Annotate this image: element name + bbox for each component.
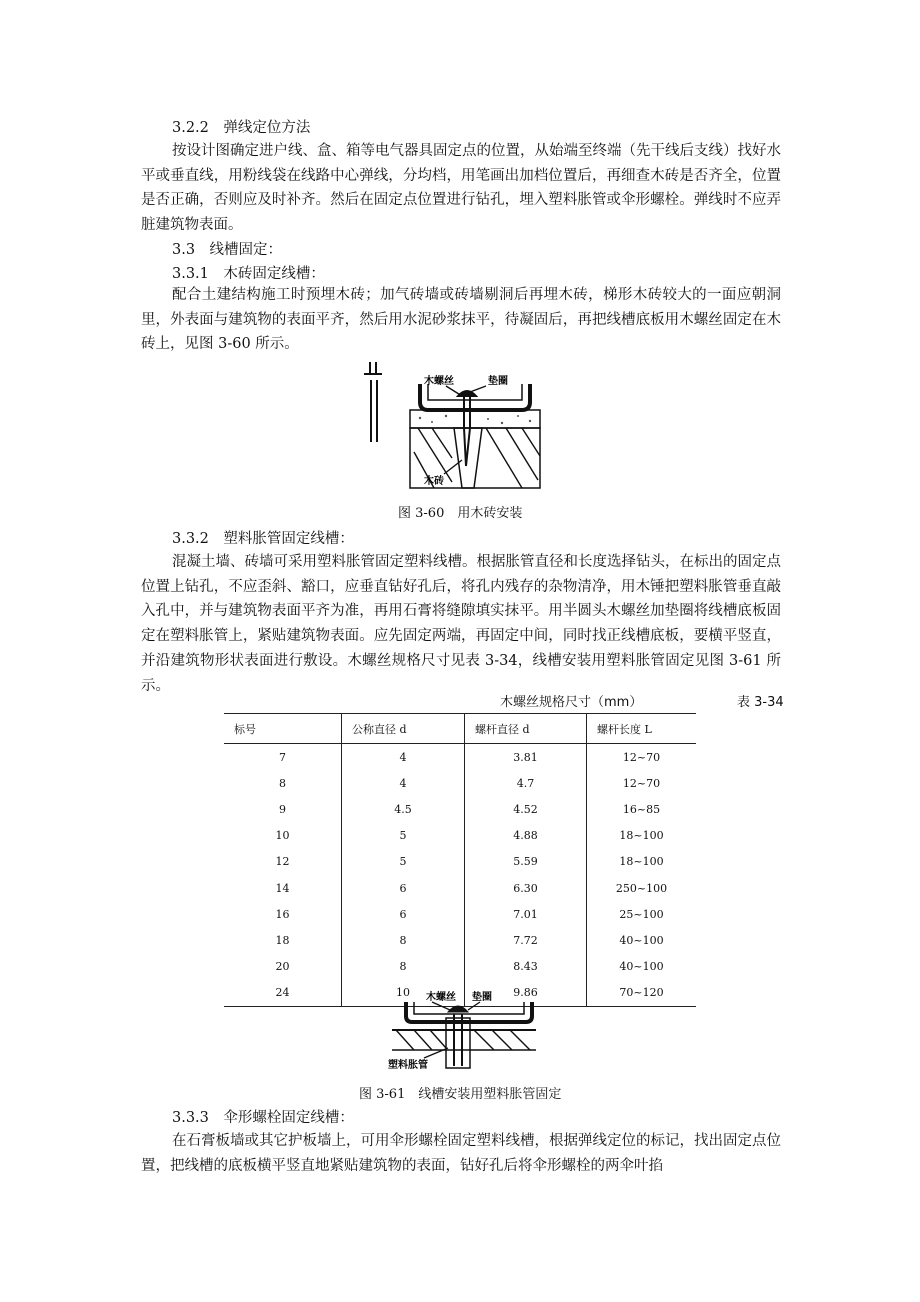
label-washer: 垫圈 <box>472 992 492 1003</box>
table-cell: 6 <box>342 901 465 927</box>
table-cell: 14 <box>275 881 290 895</box>
table-cell: 3.81 <box>465 744 587 771</box>
section-heading-3-3-2: 3.3.2 塑料胀管固定线槽： <box>172 531 354 547</box>
paragraph-3-3-1: 配合土建结构施工时预埋木砖；加气砖墙或砖墙剔洞后再埋木砖，梯形木砖较大的一面应朝洞里，外表面与建筑物的表面平齐，然后用水泥砂浆抹平，待凝固后，再把线槽底板用木螺丝固定在木砖上，见图 3-60 所示。 <box>141 287 781 353</box>
label-plastic-anchor: 塑料胀管 <box>388 1060 428 1071</box>
paragraph-3-3-2: 混凝土墙、砖墙可采用塑料胀管固定塑料线槽。根据胀管直径和长度选择钻头，在标出的固定点位置上钻孔，不应歪斜、豁口，应垂直钻好孔后，将孔内残存的杂物清净，用木锤把塑料胀管垂直敲入孔中，并与建筑物表面平齐为准，再用石膏将缝隙填实抹平。用半圆头木螺丝加垫圈将线槽底板固定在塑料胀管上，紧贴建筑物表面。应先固定两端，再固定中间，同时找正线槽底板，要横平竖直，并沿建筑物形状表面进行敷设。木螺丝规格尺寸见表 3-34，线槽安装用塑料胀管固定见图 3-61 所示。 <box>141 554 781 694</box>
table-row <box>224 849 696 875</box>
section-heading-3-3: 3.3 线槽固定： <box>172 242 283 258</box>
table-cell: 24 <box>224 980 342 1007</box>
label-washer: 垫圈 <box>488 376 508 387</box>
wood-screw-spec-table <box>224 713 696 1007</box>
table-cell: 12~70 <box>587 744 697 771</box>
table-cell: 10 <box>275 829 290 843</box>
section-heading-3-2-2: 3.2.2 弹线定位方法 <box>172 120 311 136</box>
table-cell: 12~70 <box>587 770 697 796</box>
table-cell: 4.88 <box>465 823 587 849</box>
table-row <box>224 954 696 980</box>
table-cell: 8 <box>342 954 465 980</box>
label-wood-screw: 木螺丝 <box>424 376 454 387</box>
table-cell: 20 <box>275 960 290 974</box>
label-wood-screw: 木螺丝 <box>426 992 456 1003</box>
header-cell: 螺杆直径 d <box>465 714 587 744</box>
table-row <box>224 927 696 953</box>
header-cell: 公称直径 d <box>342 714 465 744</box>
table-cell: 4.52 <box>465 796 587 822</box>
figure-3-60-wood-brick-installation <box>362 362 562 492</box>
table-cell: 8 <box>342 927 465 953</box>
table-cell: 7 <box>279 750 286 764</box>
table-row <box>224 901 696 927</box>
paragraph-3-2-2: 按设计图确定进户线、盒、箱等电气器具固定点的位置，从始端至终端（先干线后支线）找好水平或垂直线，用粉线袋在线路中心弹线，分均档，用笔画出加档位置后，再细查木砖是否齐全，位置是否正确，否则应及时补齐。然后在固定点位置进行钻孔，埋入塑料胀管或伞形螺栓。弹线时不应弄脏建筑物表面。 <box>141 143 781 234</box>
table-number: 表 3-34 <box>737 695 784 710</box>
label-wood-brick: 木砖 <box>424 476 444 487</box>
table-cell: 4 <box>342 770 465 796</box>
table-cell: 9 <box>279 802 286 816</box>
table-cell: 7.72 <box>465 927 587 953</box>
table-cell: 40~100 <box>587 954 697 980</box>
header-cell: 螺杆长度 L <box>587 714 697 744</box>
header-cell: 标号 <box>224 714 342 744</box>
table-cell: 6 <box>342 875 465 901</box>
table-header-row <box>224 714 696 744</box>
table-cell: 16~85 <box>587 796 697 822</box>
table-row <box>224 770 696 796</box>
figure-3-61-plastic-anchor-installation <box>384 988 544 1073</box>
table-cell: 70~120 <box>587 980 697 1007</box>
section-heading-3-3-1: 3.3.1 木砖固定线槽： <box>172 266 325 282</box>
figure-3-60-caption: 图 3-60 用木砖安装 <box>398 506 523 521</box>
table-cell: 5.59 <box>465 849 587 875</box>
table-cell: 6.30 <box>465 875 587 901</box>
table-cell: 4.5 <box>342 796 465 822</box>
table-row <box>224 875 696 901</box>
table-cell: 25~100 <box>587 901 697 927</box>
table-row <box>224 823 696 849</box>
table-cell: 9.86 <box>465 980 587 1007</box>
table-cell: 8 <box>279 776 286 790</box>
table-cell: 4.7 <box>465 770 587 796</box>
paragraph-3-3-3: 在石膏板墙或其它护板墙上，可用伞形螺栓固定塑料线槽，根据弹线定位的标记，找出固定点位置，把线槽的底板横平竖直地紧贴建筑物的表面，钻好孔后将伞形螺栓的两伞叶掐 <box>141 1133 781 1174</box>
table-cell: 10 <box>342 980 465 1007</box>
table-cell: 4 <box>342 744 465 771</box>
table-cell: 40~100 <box>587 927 697 953</box>
table-cell: 12 <box>275 855 290 869</box>
table-cell: 16 <box>275 907 290 921</box>
table-row <box>224 796 696 822</box>
table-cell: 18 <box>275 933 290 947</box>
table-cell: 18~100 <box>587 823 697 849</box>
table-cell: 18~100 <box>587 849 697 875</box>
table-cell: 8.43 <box>465 954 587 980</box>
figure-3-61-caption: 图 3-61 线槽安装用塑料胀管固定 <box>359 1087 562 1102</box>
table-title: 木螺丝规格尺寸（mm） <box>500 695 643 710</box>
section-heading-3-3-3: 3.3.3 伞形螺栓固定线槽： <box>172 1110 354 1126</box>
table-cell: 7.01 <box>465 901 587 927</box>
table-cell: 5 <box>342 849 465 875</box>
table-cell: 250~100 <box>587 875 697 901</box>
table-row <box>224 744 696 771</box>
table-cell: 5 <box>342 823 465 849</box>
